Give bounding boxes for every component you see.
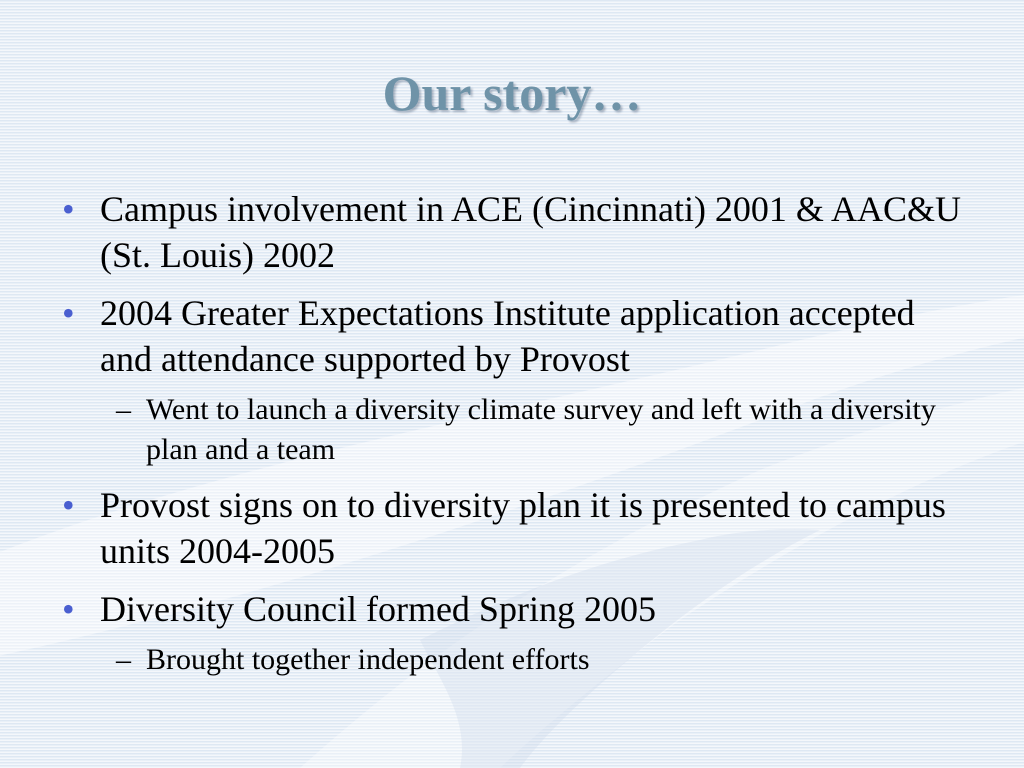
bullet-item <box>62 186 967 278</box>
slide-title: Our story… <box>382 65 642 121</box>
bullet-text: Diversity Council formed Spring 2005 <box>100 589 656 629</box>
bullet-text: 2004 Greater Expectations Institute application accepted and attendance supported by Provost <box>100 293 915 379</box>
bullet-item <box>62 586 967 632</box>
sub-bullet-marker: – <box>116 643 131 676</box>
bullet-marker: • <box>62 485 75 525</box>
sub-bullet-item <box>62 390 967 470</box>
sub-bullet-marker: – <box>116 393 131 426</box>
bullet-marker: • <box>62 293 75 333</box>
bullet-item <box>62 290 967 382</box>
bullet-item <box>62 482 967 574</box>
sub-bullet-text: Went to launch a diversity climate survey and left with a diversity plan and a team <box>146 393 936 466</box>
bullet-list <box>62 186 967 692</box>
bullet-marker: • <box>62 189 75 229</box>
bullet-text: Campus involvement in ACE (Cincinnati) 2001 & AAC&U (St. Louis) 2002 <box>100 189 961 275</box>
sub-bullet-item <box>62 640 967 680</box>
bullet-marker: • <box>62 589 75 629</box>
bullet-text: Provost signs on to diversity plan it is presented to campus units 2004-2005 <box>100 485 946 571</box>
sub-bullet-text: Brought together independent efforts <box>146 643 590 676</box>
